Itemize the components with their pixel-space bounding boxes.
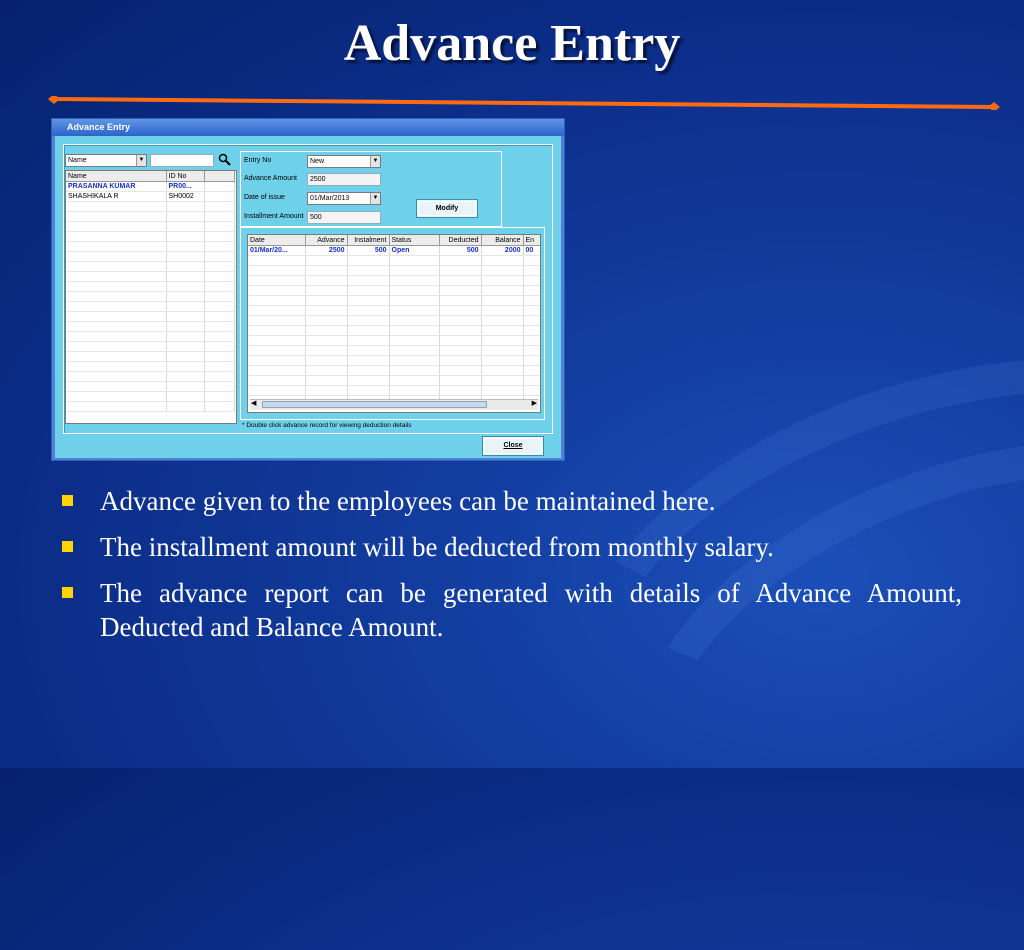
empty-row	[66, 382, 234, 392]
empty-row	[66, 282, 234, 292]
column-header-balance[interactable]: Balance	[481, 235, 523, 246]
window-body	[55, 136, 561, 458]
empty-row	[66, 292, 234, 302]
empty-row	[248, 306, 541, 316]
table-row[interactable]	[66, 182, 234, 192]
entry-no-label: Entry No	[244, 157, 272, 164]
empty-row	[66, 272, 234, 282]
search-filter-value: Name	[68, 157, 87, 164]
empty-row	[248, 316, 541, 326]
record-instalment: 500	[347, 246, 389, 256]
column-header-instalment[interactable]: Instalment	[347, 235, 389, 246]
empty-row	[66, 262, 234, 272]
column-header-deducted[interactable]: Deducted	[439, 235, 481, 246]
empty-row	[248, 366, 541, 376]
bullet-item	[62, 576, 962, 644]
column-header-advance[interactable]: Advance	[305, 235, 347, 246]
chevron-down-icon[interactable]: ▼	[136, 155, 146, 166]
table-row[interactable]	[66, 192, 234, 202]
bullet-text: The advance report can be generated with details of Advance Amount, Deducted and Balance Amount.	[100, 578, 962, 642]
record-date: 01/Mar/20...	[248, 246, 305, 256]
entry-no-value: New	[310, 158, 325, 165]
scrollbar-thumb[interactable]	[262, 401, 487, 408]
date-of-issue-label: Date of issue	[244, 194, 285, 201]
empty-row	[248, 326, 541, 336]
entry-no-select[interactable]	[307, 155, 381, 168]
bullet-list	[62, 484, 962, 656]
column-header-name[interactable]: Name	[66, 171, 166, 182]
bullet-text: The installment amount will be deducted from monthly salary.	[100, 532, 774, 562]
empty-row	[248, 386, 541, 396]
installment-amount-label: Installment Amount	[244, 213, 304, 220]
empty-row	[66, 402, 234, 412]
empty-row	[66, 242, 234, 252]
chevron-down-icon[interactable]: ▼	[370, 193, 380, 204]
table-row[interactable]	[248, 246, 541, 256]
empty-row	[66, 392, 234, 402]
scroll-left-icon[interactable]: ◀	[251, 400, 257, 407]
empty-row	[66, 222, 234, 232]
bullet-square-icon	[62, 541, 73, 552]
scroll-right-icon[interactable]: ▶	[531, 400, 537, 407]
employee-name: PRASANNA KUMAR	[66, 182, 166, 192]
window-title: Advance Entry	[52, 119, 564, 136]
empty-row	[66, 202, 234, 212]
empty-row	[248, 286, 541, 296]
employee-list[interactable]	[65, 170, 237, 424]
advance-amount-field[interactable]: 2500	[307, 173, 381, 186]
chevron-down-icon[interactable]: ▼	[370, 156, 380, 167]
empty-row	[66, 302, 234, 312]
record-advance: 2500	[305, 246, 347, 256]
modify-button[interactable]: Modify	[416, 199, 478, 218]
advance-records-grid[interactable]	[247, 234, 541, 413]
hint-text: * Double click advance record for viewing deduction details	[242, 422, 412, 429]
search-input[interactable]	[150, 154, 214, 167]
empty-row	[248, 376, 541, 386]
empty-row	[66, 352, 234, 362]
column-header-date[interactable]: Date	[248, 235, 305, 246]
date-of-issue-picker[interactable]	[307, 192, 381, 205]
search-filter-select[interactable]	[65, 154, 147, 167]
empty-row	[66, 232, 234, 242]
search-icon[interactable]	[218, 153, 231, 166]
record-balance: 2000	[481, 246, 523, 256]
empty-row	[66, 362, 234, 372]
empty-row	[248, 346, 541, 356]
record-end: 00	[523, 246, 541, 256]
empty-row	[66, 332, 234, 342]
advance-entry-window	[51, 118, 565, 461]
empty-row	[248, 356, 541, 366]
horizontal-scrollbar[interactable]	[250, 399, 538, 410]
employee-name: SHASHIKALA R	[66, 192, 166, 202]
empty-row	[66, 312, 234, 322]
bullet-item	[62, 484, 962, 518]
date-of-issue-value: 01/Mar/2013	[310, 195, 350, 202]
empty-row	[66, 252, 234, 262]
empty-row	[248, 256, 541, 266]
record-deducted: 500	[439, 246, 481, 256]
empty-row	[66, 372, 234, 382]
employee-id: PR00...	[166, 182, 204, 192]
slide-title: Advance Entry	[343, 15, 681, 72]
installment-amount-field[interactable]: 500	[307, 211, 381, 224]
empty-row	[248, 266, 541, 276]
bullet-item	[62, 530, 962, 564]
column-header-status[interactable]: Status	[389, 235, 439, 246]
column-header-end[interactable]: En	[523, 235, 541, 246]
record-status: Open	[389, 246, 439, 256]
bullet-text: Advance given to the employees can be maintained here.	[100, 486, 716, 516]
bullet-square-icon	[62, 495, 73, 506]
close-button[interactable]	[482, 436, 544, 456]
employee-id: SH0002	[166, 192, 204, 202]
close-label: Close	[503, 442, 523, 449]
empty-row	[248, 276, 541, 286]
empty-row	[66, 322, 234, 332]
title-divider	[48, 96, 1000, 110]
column-header-blank	[204, 171, 234, 182]
empty-row	[248, 336, 541, 346]
empty-row	[66, 342, 234, 352]
column-header-id[interactable]: ID No	[166, 171, 204, 182]
bullet-square-icon	[62, 587, 73, 598]
empty-row	[66, 212, 234, 222]
empty-row	[248, 296, 541, 306]
advance-amount-label: Advance Amount	[244, 175, 297, 182]
